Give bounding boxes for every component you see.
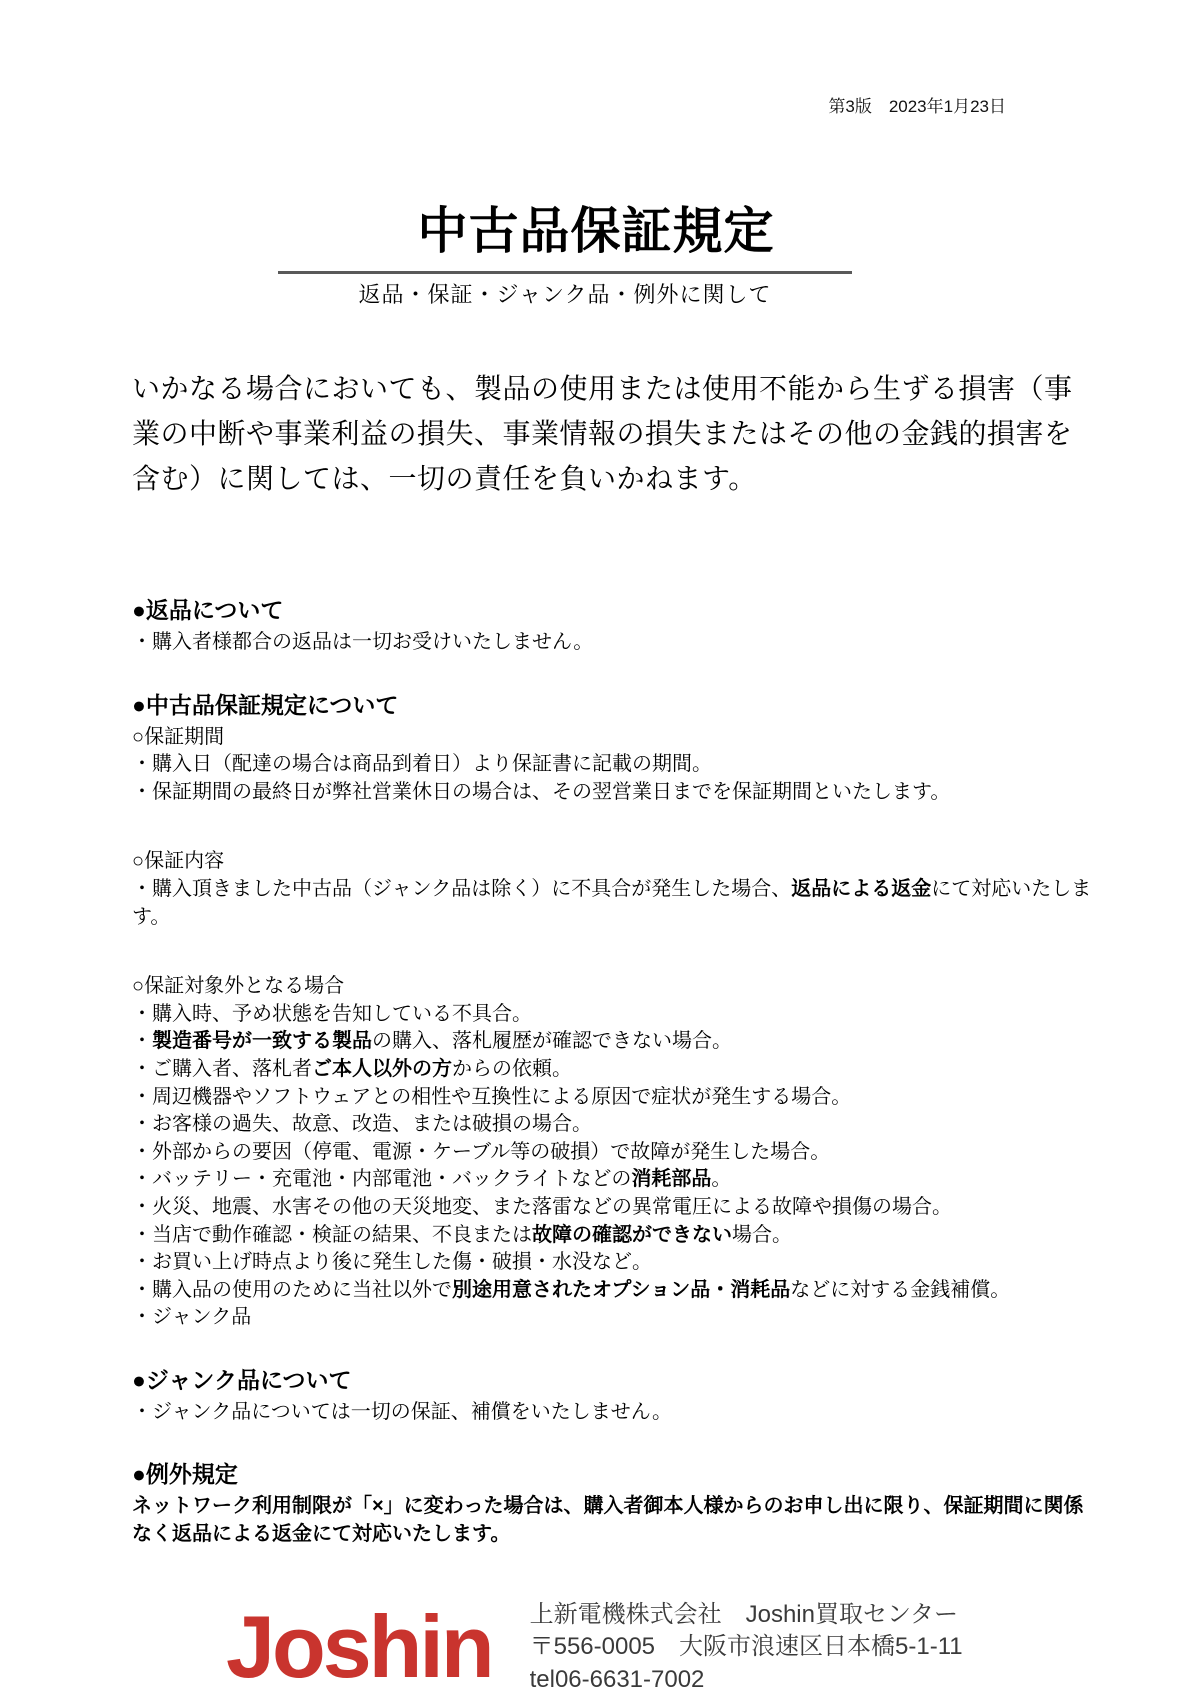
text: ・外部からの要因（停電、電源・ケーブル等の破損）で故障が発生した場合。 xyxy=(132,1140,831,1163)
text: ○保証期間 xyxy=(132,725,225,748)
body-line xyxy=(132,1139,1092,1167)
company-name-line: 上新電機株式会社 Joshin買取センター xyxy=(529,1600,959,1628)
body-line xyxy=(132,1166,1092,1194)
joshin-logo: Joshin xyxy=(226,1597,492,1696)
body-line xyxy=(132,751,1092,779)
section-heading: ●返品について xyxy=(132,597,284,623)
text: ・バッテリー・充電池・内部電池・バックライトなどの xyxy=(132,1168,632,1191)
text: の購入、落札履歴が確認できない場合。 xyxy=(372,1030,732,1053)
text: ・お客様の過失、故意、改造、または破損の場合。 xyxy=(132,1113,592,1136)
body-line xyxy=(132,1304,1092,1332)
subheading xyxy=(132,973,1092,1001)
spacer xyxy=(132,931,1092,973)
text: ・保証期間の最終日が弊社営業休日の場合は、その翌営業日までを保証期間といたします。 xyxy=(132,780,951,803)
section-1 xyxy=(132,687,1092,1332)
body-line xyxy=(132,1084,1092,1112)
body-line xyxy=(132,1222,1092,1250)
bold-text: 返品による返金 xyxy=(791,877,932,900)
section-2 xyxy=(132,1362,1092,1427)
company-tel-line: tel06-6631-7002 xyxy=(529,1665,705,1693)
section-0 xyxy=(132,592,1092,657)
company-address-line: 〒556-0005 大阪市浪速区日本橋5-1-11 xyxy=(529,1633,963,1661)
text: ・購入日（配達の場合は商品到着日）より保証書に記載の期間。 xyxy=(132,753,712,776)
text: などに対する金銭補償。 xyxy=(790,1278,1011,1301)
spacer xyxy=(132,806,1092,848)
section-heading: ●例外規定 xyxy=(132,1461,238,1488)
text: ・周辺機器やソフトウェアとの相性や互換性による原因で症状が発生する場合。 xyxy=(132,1085,852,1108)
text: ・購入頂きました中古品（ジャンク品は除く）に不具合が発生した場合、 xyxy=(132,877,792,900)
body-line xyxy=(132,1399,1092,1427)
text: ・ジャンク品については一切の保証、補償をいたしません。 xyxy=(132,1400,672,1423)
bold-text: 製造番号が一致する製品 xyxy=(152,1030,372,1053)
text: ・お買い上げ時点より後に発生した傷・破損・水没など。 xyxy=(132,1251,652,1274)
footer xyxy=(226,1599,1192,1696)
subheading xyxy=(132,848,1092,876)
page-subtitle: 返品・保証・ジャンク品・例外に関して xyxy=(358,282,772,307)
text: ・ xyxy=(132,1030,152,1053)
text: ・当店で動作確認・検証の結果、不良または xyxy=(132,1223,532,1246)
text: ・火災、地震、水害その他の天災地変、また落雷などの異常電圧による故障や損傷の場合。 xyxy=(132,1195,952,1218)
body-line xyxy=(132,1028,1092,1056)
body-line xyxy=(132,1111,1092,1139)
body-line xyxy=(132,1277,1092,1305)
edition-date: 第3版 2023年1月23日 xyxy=(828,97,1006,116)
body-line xyxy=(132,1001,1092,1029)
page-title: 中古品保証規定 xyxy=(417,203,775,259)
text: からの依頼。 xyxy=(452,1057,572,1080)
bold-text: ご本人以外の方 xyxy=(312,1057,452,1080)
bold-text: 故障の確認ができない xyxy=(532,1223,732,1246)
subheading xyxy=(132,724,1092,752)
bold-text: 消耗部品 xyxy=(631,1168,712,1191)
text: ・購入時、予め状態を告知している不具合。 xyxy=(132,1002,532,1025)
text: ・ご購入者、落札者 xyxy=(132,1057,312,1080)
section-heading: ●中古品保証規定について xyxy=(132,691,399,718)
body-line xyxy=(132,1249,1092,1277)
section-3 xyxy=(132,1456,1092,1548)
text: ○保証対象外となる場合 xyxy=(132,975,345,998)
body-line xyxy=(132,1056,1092,1084)
sections xyxy=(132,592,1092,1549)
section-heading: ●ジャンク品について xyxy=(132,1366,352,1393)
text: 場合。 xyxy=(732,1223,792,1246)
text: ・ジャンク品 xyxy=(132,1306,252,1329)
liability-disclaimer: いかなる場合においても、製品の使用または使用不能から生ずる損害（事業の中断や事業利益の損失、事業情報の損失またはその他の金銭的損害を含む）に関しては、一切の責任を負いかねます。 xyxy=(132,374,1073,495)
body-line xyxy=(132,876,1092,931)
company-info xyxy=(530,1599,963,1696)
body-line xyxy=(132,629,1092,657)
body-line xyxy=(132,1493,1092,1548)
title-underline xyxy=(278,271,852,309)
text: ・購入者様都合の返品は一切お受けいたしません。 xyxy=(132,631,594,653)
text: 。 xyxy=(711,1168,732,1191)
bold-text: ネットワーク利用制限が「×」に変わった場合は、購入者御本人様からのお申し出に限り、保証期間に関係なく返品による返金にて対応いたします。 xyxy=(132,1495,1084,1546)
bold-text: 別途用意されたオプション品・消耗品 xyxy=(452,1278,791,1301)
text: ・購入品の使用のために当社以外で xyxy=(132,1278,452,1301)
text: ○保証内容 xyxy=(132,850,225,873)
body-line xyxy=(132,779,1092,807)
text: にて対応いたします。 xyxy=(132,877,1092,928)
body-line xyxy=(132,1194,1092,1222)
